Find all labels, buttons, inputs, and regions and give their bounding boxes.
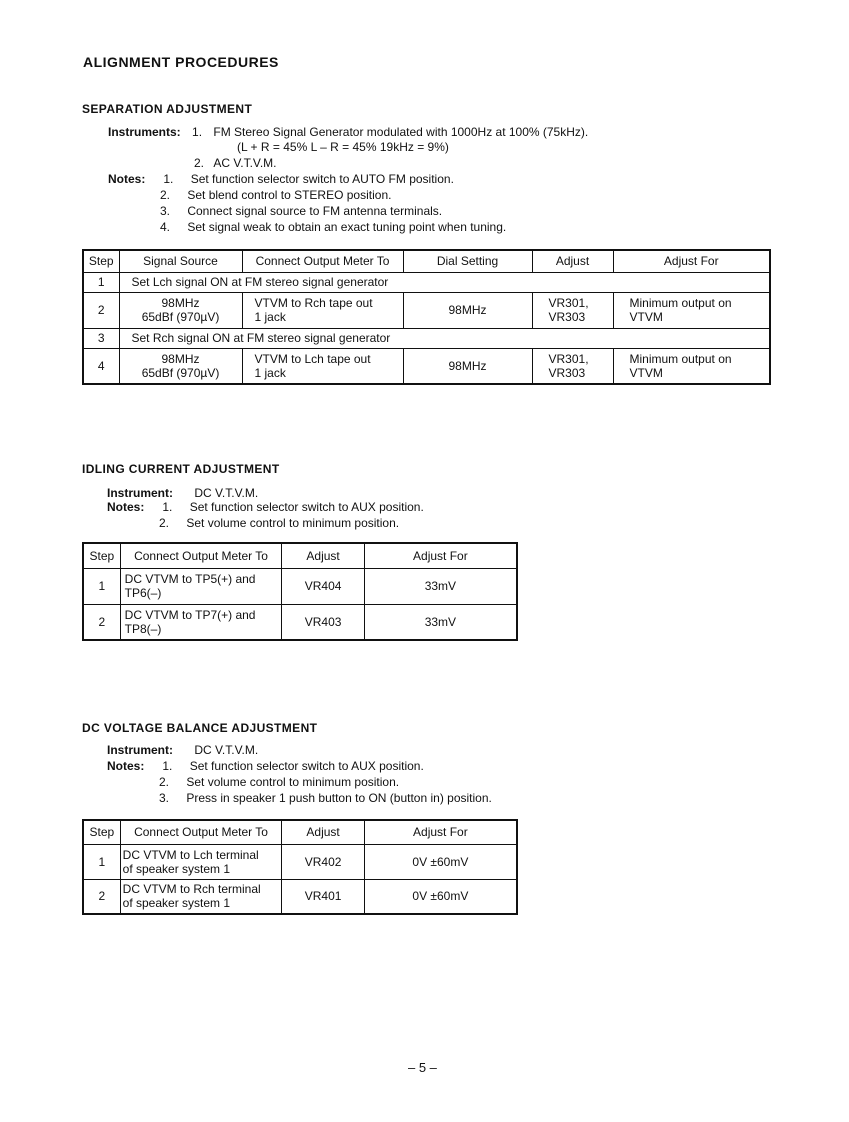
note-number: 2. [159, 516, 170, 530]
instrument-label: Instrument: [107, 743, 173, 757]
signal-frequency: 98MHz [161, 296, 200, 310]
table-row [83, 348, 770, 384]
step-cell: 2 [83, 292, 119, 328]
meter-line: DC VTVM to TP5(+) and [124, 572, 256, 586]
note-text: Set volume control to minimum position. [186, 775, 400, 789]
table-row [83, 292, 770, 328]
adjust-cell [532, 348, 613, 384]
header-dial-setting: Dial Setting [403, 250, 532, 272]
note-text: Connect signal source to FM antenna terminals. [187, 204, 443, 218]
dial-setting-cell: 98MHz [403, 292, 532, 328]
notes-line-4 [160, 220, 506, 235]
meter-line: TP6(–) [124, 586, 162, 600]
note-text: Set function selector switch to AUTO FM position. [190, 172, 454, 186]
adjust-for-line: VTVM [629, 310, 663, 324]
header-connect-output-meter: Connect Output Meter To [120, 543, 282, 568]
notes-line-2 [159, 775, 399, 790]
meter-line: VTVM to Lch tape out [254, 351, 371, 366]
meter-line: DC VTVM to Rch terminal [122, 882, 261, 897]
separation-table [82, 249, 771, 385]
signal-level: 65dBf (970µV) [141, 365, 220, 380]
table-row [83, 272, 770, 292]
meter-line: 1 jack [254, 365, 286, 380]
adjust-for-cell: 33mV [364, 568, 517, 604]
meter-cell [120, 604, 282, 640]
header-signal-source: Signal Source [119, 250, 242, 272]
instrument-line [107, 486, 258, 501]
instruments-label: Instruments: [108, 125, 181, 139]
note-text: Set function selector switch to AUX position. [189, 500, 424, 514]
signal-frequency: 98MHz [161, 351, 200, 366]
header-adjust-for: Adjust For [364, 820, 517, 844]
notes-line-2 [159, 516, 399, 531]
note-text: Set blend control to STEREO position. [187, 188, 392, 202]
meter-line: DC VTVM to Lch terminal [122, 847, 259, 862]
header-adjust: Adjust [532, 250, 613, 272]
header-step: Step [83, 250, 119, 272]
step-cell: 2 [83, 604, 120, 640]
instrument-line [107, 743, 258, 758]
idling-section-title: IDLING CURRENT ADJUSTMENT [82, 462, 280, 476]
note-number: 1. [162, 759, 173, 773]
instrument-text: AC V.T.V.M. [213, 156, 277, 170]
adjust-cell: VR403 [282, 604, 364, 640]
header-step: Step [83, 543, 120, 568]
dc-balance-section-title: DC VOLTAGE BALANCE ADJUSTMENT [82, 721, 318, 735]
note-number: 3. [159, 791, 170, 805]
step-cell: 1 [83, 272, 119, 292]
adjust-for-cell [613, 292, 770, 328]
meter-cell [120, 879, 282, 914]
table-header-row [83, 820, 517, 844]
note-number: 1. [163, 172, 174, 186]
note-text: Set volume control to minimum position. [186, 516, 400, 530]
separation-section-title: SEPARATION ADJUSTMENT [82, 102, 253, 116]
note-number: 4. [160, 220, 171, 234]
header-connect-output-meter: Connect Output Meter To [242, 250, 403, 272]
header-adjust-for: Adjust For [613, 250, 770, 272]
meter-line: VTVM to Rch tape out [254, 296, 373, 310]
meter-cell [120, 568, 282, 604]
header-connect-output-meter: Connect Output Meter To [120, 820, 282, 844]
notes-label: Notes: [107, 500, 145, 514]
idling-table [82, 542, 518, 641]
table-row [83, 328, 770, 348]
page-title: ALIGNMENT PROCEDURES [83, 54, 279, 70]
instrument-number: 2. [194, 156, 205, 170]
instruction-cell: Set Rch signal ON at FM stereo signal generator [119, 328, 770, 348]
header-adjust: Adjust [282, 543, 364, 568]
note-number: 2. [160, 188, 171, 202]
notes-line-3 [159, 791, 492, 806]
instrument-text: DC V.T.V.M. [194, 743, 259, 757]
meter-cell [242, 348, 403, 384]
note-number: 3. [160, 204, 171, 218]
meter-line: of speaker system 1 [122, 861, 231, 876]
note-text: Set function selector switch to AUX position. [189, 759, 424, 773]
table-row [83, 604, 517, 640]
adjust-line: VR303 [548, 365, 586, 380]
adjust-for-cell: 0V ±60mV [364, 844, 517, 879]
step-cell: 1 [83, 844, 120, 879]
dial-setting-cell: 98MHz [403, 348, 532, 384]
notes-line-3 [160, 204, 442, 219]
instruments-line-1 [108, 125, 588, 140]
step-cell: 3 [83, 328, 119, 348]
notes-line-2 [160, 188, 391, 203]
instrument-label: Instrument: [107, 486, 173, 500]
table-header-row [83, 250, 770, 272]
table-row [83, 568, 517, 604]
adjust-for-cell [613, 348, 770, 384]
meter-line: DC VTVM to TP7(+) and [124, 607, 256, 622]
note-number: 1. [162, 500, 173, 514]
step-cell: 2 [83, 879, 120, 914]
page-number: – 5 – [408, 1060, 437, 1075]
notes-line-1 [108, 172, 454, 187]
step-cell: 1 [83, 568, 120, 604]
adjust-cell [532, 292, 613, 328]
meter-cell [120, 844, 282, 879]
table-row [83, 844, 517, 879]
signal-source-cell [119, 292, 242, 328]
adjust-cell: VR401 [282, 879, 364, 914]
adjust-for-cell: 33mV [364, 604, 517, 640]
meter-line: 1 jack [254, 310, 286, 324]
adjust-line: VR301, [548, 351, 589, 366]
table-row [83, 879, 517, 914]
notes-label: Notes: [107, 759, 145, 773]
notes-line-1 [107, 759, 424, 774]
adjust-line: VR301, [548, 296, 589, 310]
meter-cell [242, 292, 403, 328]
note-text: Set signal weak to obtain an exact tuning point when tuning. [187, 220, 507, 234]
instrument-text: DC V.T.V.M. [194, 486, 259, 500]
adjust-for-line: VTVM [629, 365, 663, 380]
adjust-cell: VR402 [282, 844, 364, 879]
notes-line-1 [107, 500, 424, 515]
note-number: 2. [159, 775, 170, 789]
note-text: Press in speaker 1 push button to ON (button in) position. [186, 791, 492, 805]
signal-source-cell [119, 348, 242, 384]
instrument-number: 1. [192, 125, 203, 139]
step-cell: 4 [83, 348, 119, 384]
table-header-row [83, 543, 517, 568]
instrument-text: FM Stereo Signal Generator modulated with 1000Hz at 100% (75kHz). [213, 125, 589, 139]
meter-line: of speaker system 1 [122, 896, 231, 911]
dc-balance-table [82, 819, 518, 915]
instruction-cell: Set Lch signal ON at FM stereo signal generator [119, 272, 770, 292]
meter-line: TP8(–) [124, 621, 162, 636]
signal-level: 65dBf (970µV) [141, 310, 220, 324]
instruments-line-3 [194, 156, 277, 171]
header-adjust-for: Adjust For [364, 543, 517, 568]
adjust-line: VR303 [548, 310, 586, 324]
adjust-for-line: Minimum output on [629, 296, 732, 310]
header-adjust: Adjust [282, 820, 364, 844]
notes-label: Notes: [108, 172, 146, 186]
header-step: Step [83, 820, 120, 844]
adjust-for-line: Minimum output on [629, 351, 732, 366]
adjust-cell: VR404 [282, 568, 364, 604]
adjust-for-cell: 0V ±60mV [364, 879, 517, 914]
instrument-text: (L + R = 45% L – R = 45% 19kHz = 9%) [237, 140, 449, 154]
